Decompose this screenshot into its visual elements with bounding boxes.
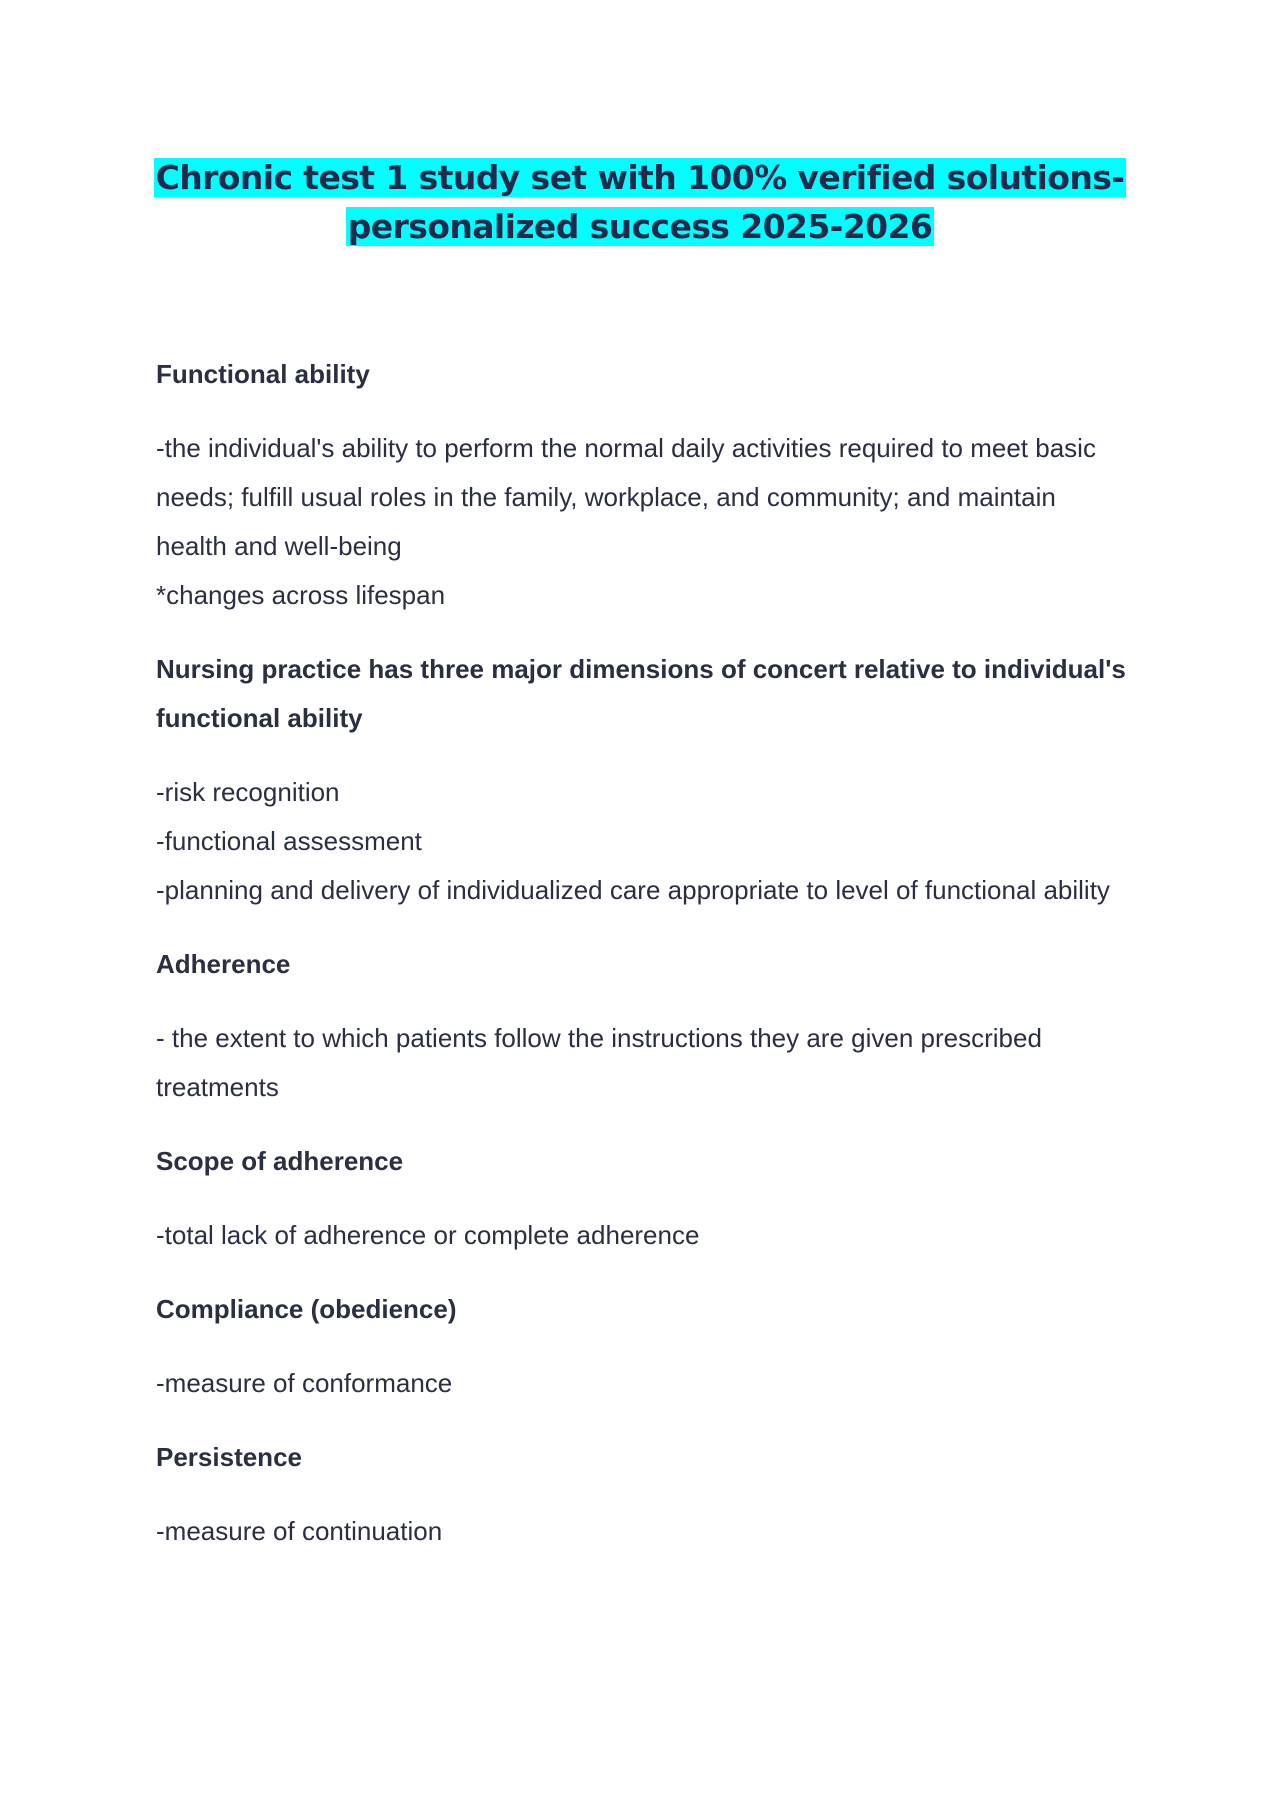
term-heading: Persistence bbox=[156, 1442, 302, 1472]
term-definition: -risk recognition -functional assessment -planning and delivery of individualized care appropriate to level of functional ability bbox=[156, 777, 1110, 905]
term-heading: Functional ability bbox=[156, 359, 370, 389]
term-heading: Compliance (obedience) bbox=[156, 1294, 457, 1324]
term-heading: Nursing practice has three major dimensions of concert relative to individual's functional ability bbox=[156, 654, 1126, 733]
document-title bbox=[150, 153, 1130, 251]
term-heading: Scope of adherence bbox=[156, 1146, 404, 1176]
term-heading: Adherence bbox=[156, 949, 291, 979]
title-line-2: personalized success 2025-2026 bbox=[347, 207, 933, 246]
term-definition: -the individual's ability to perform the normal daily activities required to meet basic needs; fulfill usual roles in the family, workplace, and community; and maintain health and well-being *changes across lifespan bbox=[156, 433, 1096, 610]
term-definition: -measure of conformance bbox=[156, 1368, 453, 1398]
term-definition: - the extent to which patients follow the instructions they are given prescribed treatments bbox=[156, 1023, 1042, 1102]
study-entries bbox=[156, 350, 1126, 1581]
term-definition: -measure of continuation bbox=[156, 1516, 443, 1546]
title-line-1: Chronic test 1 study set with 100% verified solutions- bbox=[155, 158, 1125, 197]
term-definition: -total lack of adherence or complete adherence bbox=[156, 1220, 700, 1250]
